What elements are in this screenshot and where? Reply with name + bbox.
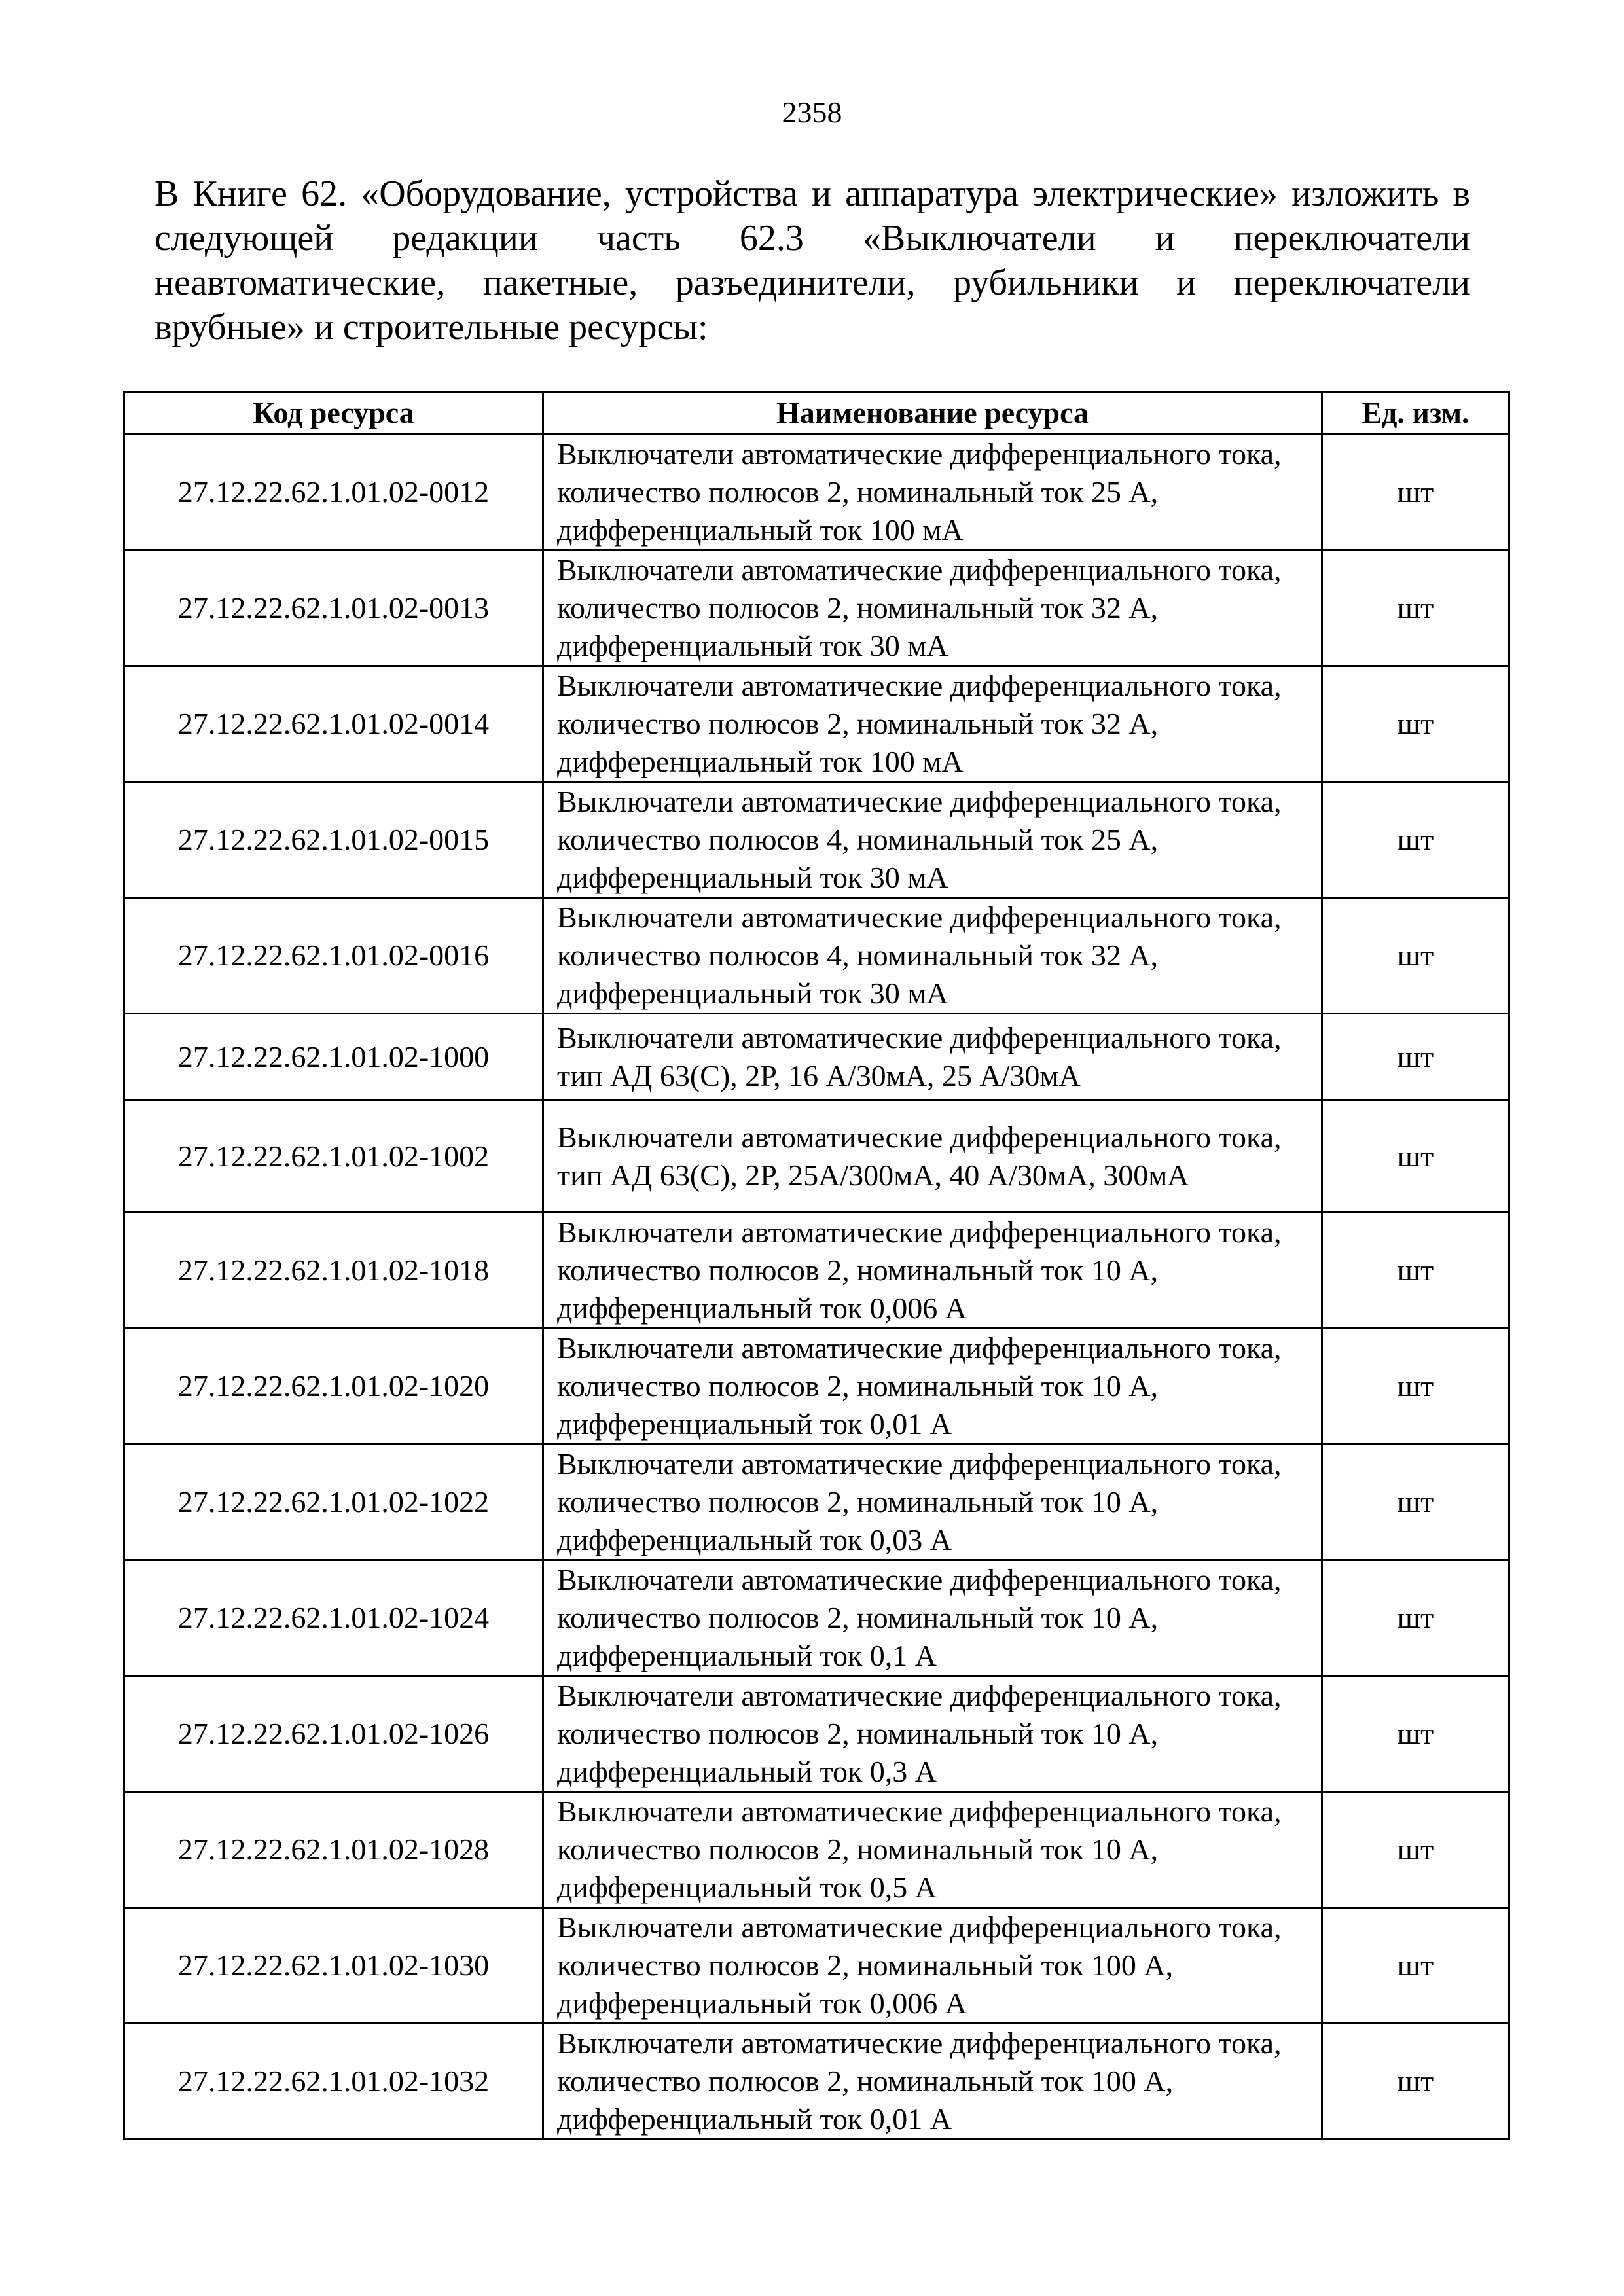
resource-code: 27.12.22.62.1.01.02-1032 (124, 2024, 543, 2140)
table-row (124, 1213, 1509, 1329)
resource-code: 27.12.22.62.1.01.02-0015 (124, 782, 543, 898)
resource-name: Выключатели автоматические дифференциального тока, количество полюсов 2, номинальный ток 10 А, дифференциальный ток 0,5 А (543, 1792, 1322, 1908)
table-row (124, 1100, 1509, 1213)
resource-unit: шт (1322, 435, 1509, 550)
table-row (124, 1014, 1509, 1100)
resource-unit: шт (1322, 1444, 1509, 1560)
page-number: 2358 (782, 96, 842, 129)
resource-name: Выключатели автоматические дифференциального тока, тип АД 63(С), 2Р, 16 А/30мА, 25 А/30мА (543, 1014, 1322, 1100)
resource-unit: шт (1322, 1100, 1509, 1213)
resources-table (123, 391, 1510, 2140)
resource-name: Выключатели автоматические дифференциального тока, количество полюсов 2, номинальный ток 10 А, дифференциальный ток 0,3 А (543, 1676, 1322, 1792)
table-row (124, 1792, 1509, 1908)
resource-name: Выключатели автоматические дифференциального тока, количество полюсов 2, номинальный ток 10 А, дифференциальный ток 0,006 А (543, 1213, 1322, 1329)
resource-code: 27.12.22.62.1.01.02-1028 (124, 1792, 543, 1908)
table-row (124, 550, 1509, 666)
resource-code: 27.12.22.62.1.01.02-0012 (124, 435, 543, 550)
table-body (124, 435, 1509, 2140)
resource-name: Выключатели автоматические дифференциального тока, количество полюсов 2, номинальный ток 100 А, дифференциальный ток 0,006 А (543, 1908, 1322, 2024)
resource-code: 27.12.22.62.1.01.02-0016 (124, 898, 543, 1014)
resource-unit: шт (1322, 2024, 1509, 2140)
resource-unit: шт (1322, 782, 1509, 898)
resource-name: Выключатели автоматические дифференциального тока, количество полюсов 4, номинальный ток 25 А, дифференциальный ток 30 мА (543, 782, 1322, 898)
resource-unit: шт (1322, 1014, 1509, 1100)
table-header-row (124, 392, 1509, 435)
resource-unit: шт (1322, 550, 1509, 666)
resource-unit: шт (1322, 1792, 1509, 1908)
table-row (124, 782, 1509, 898)
resource-code: 27.12.22.62.1.01.02-1030 (124, 1908, 543, 2024)
resource-name: Выключатели автоматические дифференциального тока, количество полюсов 2, номинальный ток 25 А, дифференциальный ток 100 мА (543, 435, 1322, 550)
table-row (124, 1329, 1509, 1444)
resource-name: Выключатели автоматические дифференциального тока, количество полюсов 2, номинальный ток 100 А, дифференциальный ток 0,01 А (543, 2024, 1322, 2140)
table-row (124, 1676, 1509, 1792)
header-code: Код ресурса (124, 392, 543, 435)
resource-code: 27.12.22.62.1.01.02-0013 (124, 550, 543, 666)
intro-paragraph: В Книге 62. «Оборудование, устройства и аппаратура электрические» изложить в следующей редакции часть 62.3 «Выключатели и переключатели неавтоматические, пакетные, разъединители, рубильники и переключатели врубные» и строительные ресурсы: (154, 173, 1470, 348)
table-row (124, 898, 1509, 1014)
resource-unit: шт (1322, 1213, 1509, 1329)
resource-code: 27.12.22.62.1.01.02-1002 (124, 1100, 543, 1213)
resource-code: 27.12.22.62.1.01.02-1000 (124, 1014, 543, 1100)
table-row (124, 666, 1509, 782)
resource-code: 27.12.22.62.1.01.02-1024 (124, 1560, 543, 1676)
resource-name: Выключатели автоматические дифференциального тока, количество полюсов 2, номинальный ток 10 А, дифференциальный ток 0,01 А (543, 1329, 1322, 1444)
table-row (124, 2024, 1509, 2140)
table-row (124, 1444, 1509, 1560)
resource-name: Выключатели автоматические дифференциального тока, количество полюсов 2, номинальный ток 32 А, дифференциальный ток 100 мА (543, 666, 1322, 782)
resource-unit: шт (1322, 666, 1509, 782)
resource-unit: шт (1322, 1908, 1509, 2024)
resource-name: Выключатели автоматические дифференциального тока, количество полюсов 2, номинальный ток 10 А, дифференциальный ток 0,03 А (543, 1444, 1322, 1560)
resource-code: 27.12.22.62.1.01.02-1018 (124, 1213, 543, 1329)
resource-name: Выключатели автоматические дифференциального тока, количество полюсов 2, номинальный ток 32 А, дифференциальный ток 30 мА (543, 550, 1322, 666)
resource-name: Выключатели автоматические дифференциального тока, количество полюсов 2, номинальный ток 10 А, дифференциальный ток 0,1 А (543, 1560, 1322, 1676)
resource-unit: шт (1322, 1329, 1509, 1444)
resource-name: Выключатели автоматические дифференциального тока, тип АД 63(С), 2Р, 25А/300мА, 40 А/30мА, 300мА (543, 1100, 1322, 1213)
table-row (124, 1908, 1509, 2024)
resource-unit: шт (1322, 1560, 1509, 1676)
resource-name: Выключатели автоматические дифференциального тока, количество полюсов 4, номинальный ток 32 А, дифференциальный ток 30 мА (543, 898, 1322, 1014)
resource-unit: шт (1322, 1676, 1509, 1792)
resource-code: 27.12.22.62.1.01.02-1026 (124, 1676, 543, 1792)
table-row (124, 435, 1509, 550)
resource-unit: шт (1322, 898, 1509, 1014)
header-unit: Ед. изм. (1322, 392, 1509, 435)
resource-code: 27.12.22.62.1.01.02-1022 (124, 1444, 543, 1560)
resource-code: 27.12.22.62.1.01.02-1020 (124, 1329, 543, 1444)
table-row (124, 1560, 1509, 1676)
header-name: Наименование ресурса (543, 392, 1322, 435)
resource-code: 27.12.22.62.1.01.02-0014 (124, 666, 543, 782)
